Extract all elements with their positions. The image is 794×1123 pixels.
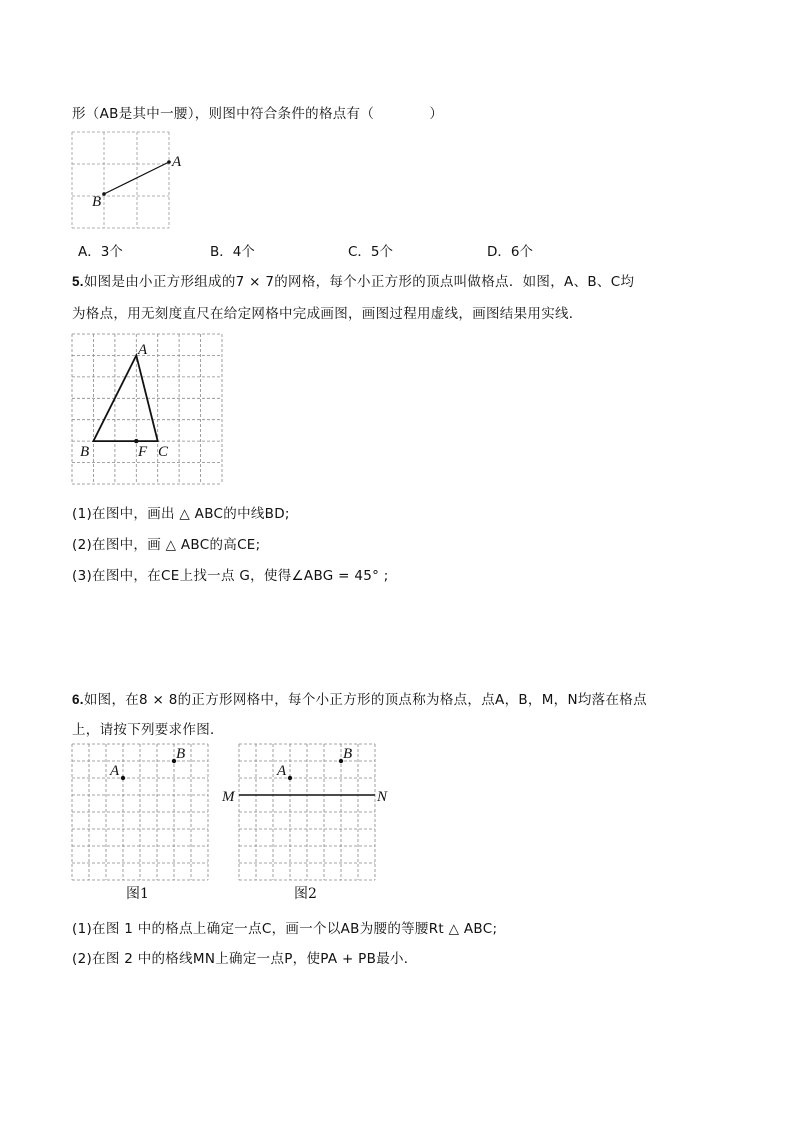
label-a: A [110, 763, 120, 779]
label-a: A [138, 342, 148, 358]
label-f: F [138, 444, 148, 460]
q5-number: 5. [72, 274, 84, 289]
q4-stem-tail: 形（AB是其中一腰），则图中符合条件的格点有（ ） [72, 106, 444, 122]
q6-part-2: (2)在图 2 中的格线MN上确定一点P，使PA + PB最小． [72, 951, 418, 967]
label-a: A [172, 154, 182, 170]
q6-number: 6. [72, 692, 84, 707]
label-b: B [343, 746, 353, 762]
q5-grid-figure [60, 326, 240, 486]
point-b-dot [102, 192, 106, 196]
option-b: B．4个 [210, 244, 255, 260]
q4-grid-figure [60, 128, 200, 232]
q6-part-1: (1)在图 1 中的格点上确定一点C，画一个以AB为腰的等腰Rt △ ABC; [72, 921, 498, 937]
label-b: B [92, 194, 102, 210]
label-c: C [158, 444, 169, 460]
option-d: D．6个 [487, 244, 533, 260]
option-c: C．5个 [348, 244, 394, 260]
option-a: A．3个 [78, 244, 123, 260]
q6-figure-1 [60, 738, 220, 908]
label-a: A [277, 763, 287, 779]
q5-part-3: (3)在图中，在CE上找一点 G，使得∠ABG = 45° ; [72, 568, 389, 584]
label-b: B [176, 746, 186, 762]
point-a-dot [167, 160, 171, 164]
q5-part-2: (2)在图中，画 △ ABC的高CE; [72, 537, 261, 553]
segment-ab [104, 162, 169, 194]
figure-1-caption: 图1 [126, 886, 149, 902]
q6-stem-line2: 上，请按下列要求作图． [72, 722, 224, 738]
label-m: M [222, 789, 235, 805]
q5-stem-line1: 5.如图是由小正方形组成的7 × 7的网格，每个小正方形的顶点叫做格点．如图，A、B、C均 [72, 274, 635, 290]
label-b: B [80, 444, 90, 460]
q6-stem-line1: 6.如图，在8 × 8的正方形网格中，每个小正方形的顶点称为格点，点A，B，M，N均落在格点 [72, 692, 647, 708]
label-n: N [377, 789, 388, 805]
q5-part-1: (1)在图中，画出 △ ABC的中线BD; [72, 506, 290, 522]
q5-stem-line2: 为格点，用无刻度直尺在给定网格中完成画图，画图过程用虚线，画图结果用实线． [72, 306, 583, 322]
point-f-dot [134, 439, 138, 443]
point-a-dot [288, 776, 292, 780]
figure-2-caption: 图2 [294, 886, 317, 902]
q6-figure-2 [218, 738, 408, 908]
point-a-dot [121, 776, 125, 780]
